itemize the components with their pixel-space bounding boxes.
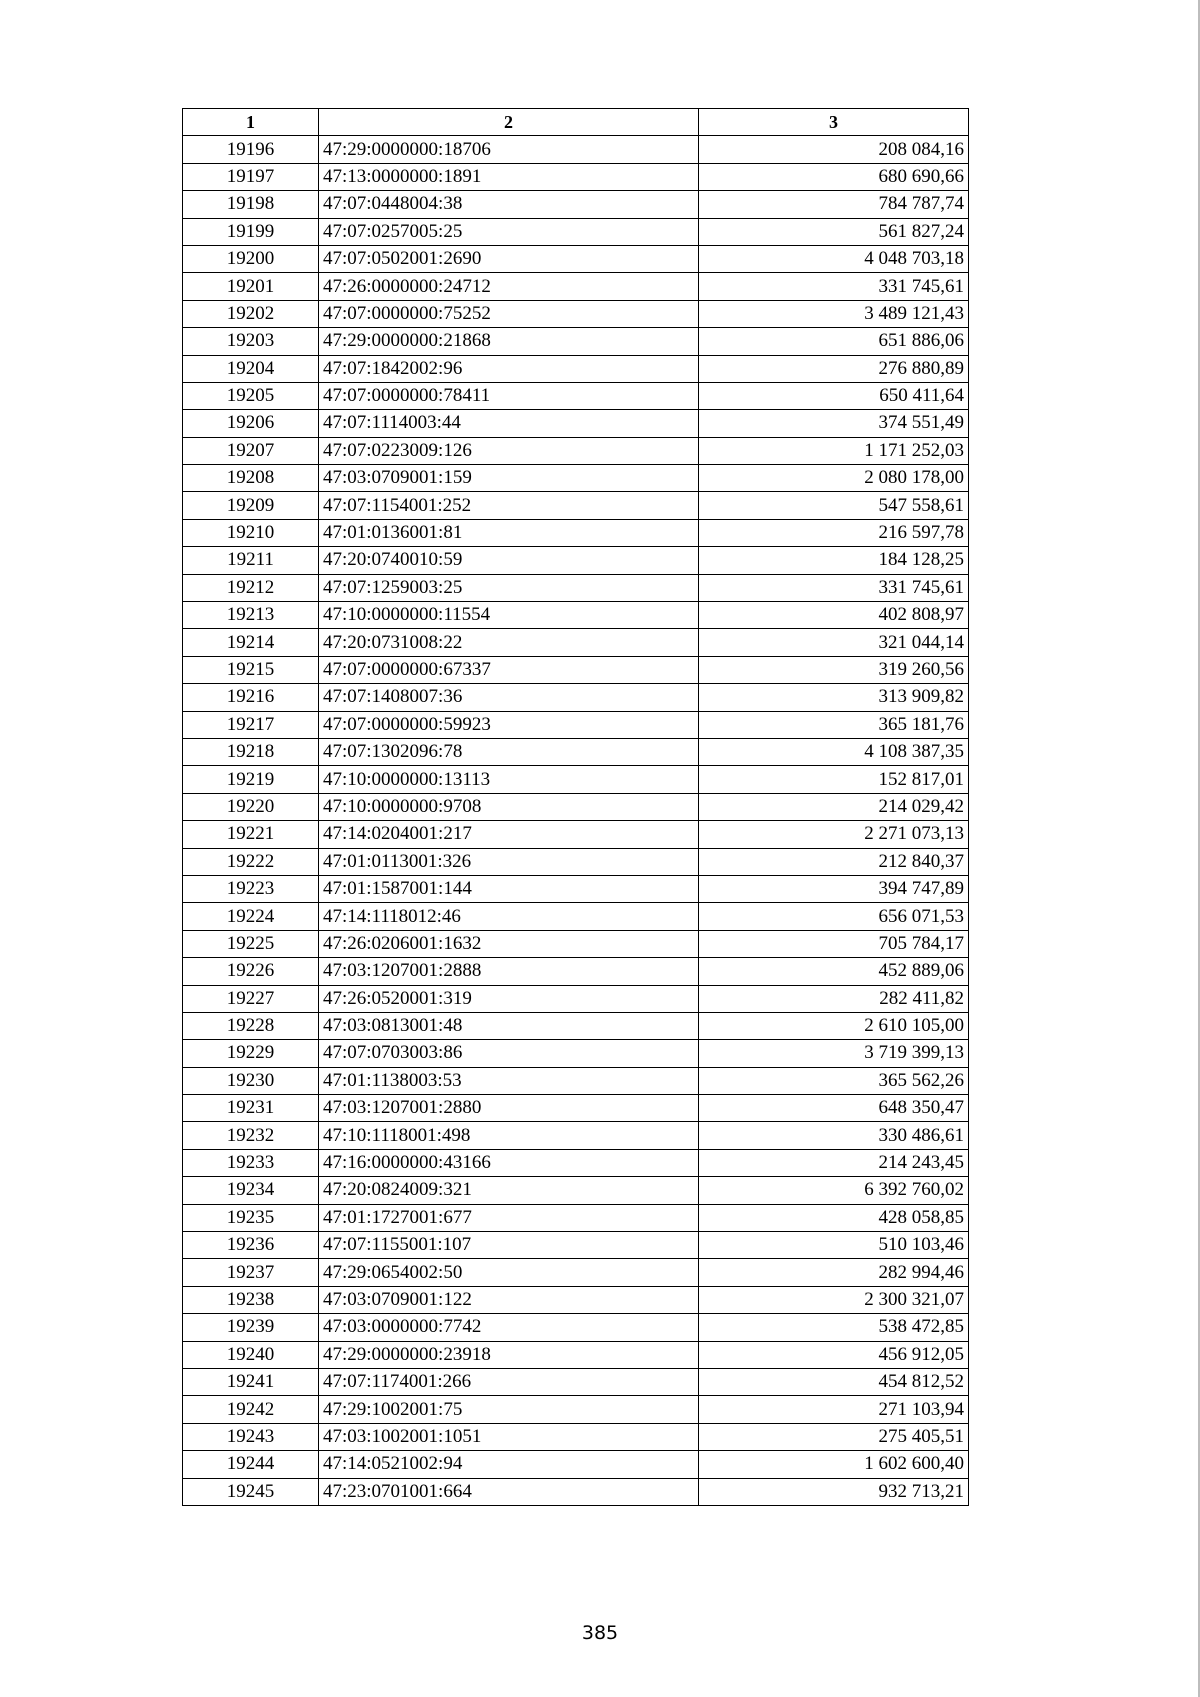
table-row: [183, 437, 969, 464]
data-table: [182, 108, 969, 1506]
table-row: [183, 1396, 969, 1423]
value-cell: 275 405,51: [699, 1423, 969, 1450]
row-number-cell: 19211: [183, 547, 319, 574]
cadastral-number-cell: 47:14:1118012:46: [319, 903, 699, 930]
table-header-row: [183, 109, 969, 136]
cadastral-number-cell: 47:07:1302096:78: [319, 738, 699, 765]
table-row: [183, 1423, 969, 1450]
value-cell: 656 071,53: [699, 903, 969, 930]
table-row: [183, 1232, 969, 1259]
row-number-cell: 19239: [183, 1314, 319, 1341]
table-row: [183, 355, 969, 382]
column-header-2: 2: [319, 109, 699, 136]
row-number-cell: 19205: [183, 382, 319, 409]
table-row: [183, 1149, 969, 1176]
value-cell: 212 840,37: [699, 848, 969, 875]
row-number-cell: 19242: [183, 1396, 319, 1423]
row-number-cell: 19240: [183, 1341, 319, 1368]
value-cell: 2 080 178,00: [699, 465, 969, 492]
cadastral-number-cell: 47:03:1207001:2880: [319, 1095, 699, 1122]
table-row: [183, 1478, 969, 1505]
table-row: [183, 1122, 969, 1149]
row-number-cell: 19204: [183, 355, 319, 382]
value-cell: 271 103,94: [699, 1396, 969, 1423]
value-cell: 216 597,78: [699, 519, 969, 546]
value-cell: 152 817,01: [699, 766, 969, 793]
cadastral-number-cell: 47:10:0000000:13113: [319, 766, 699, 793]
cadastral-number-cell: 47:07:1408007:36: [319, 684, 699, 711]
value-cell: 321 044,14: [699, 629, 969, 656]
cadastral-number-cell: 47:14:0204001:217: [319, 821, 699, 848]
value-cell: 784 787,74: [699, 191, 969, 218]
cadastral-number-cell: 47:07:0000000:75252: [319, 300, 699, 327]
row-number-cell: 19214: [183, 629, 319, 656]
row-number-cell: 19199: [183, 218, 319, 245]
table-row: [183, 1451, 969, 1478]
cadastral-number-cell: 47:13:0000000:1891: [319, 163, 699, 190]
value-cell: 538 472,85: [699, 1314, 969, 1341]
value-cell: 214 243,45: [699, 1149, 969, 1176]
row-number-cell: 19220: [183, 793, 319, 820]
cadastral-number-cell: 47:03:0813001:48: [319, 1012, 699, 1039]
table-row: [183, 1095, 969, 1122]
row-number-cell: 19201: [183, 273, 319, 300]
table-row: [183, 602, 969, 629]
cadastral-number-cell: 47:29:0000000:18706: [319, 136, 699, 163]
row-number-cell: 19226: [183, 958, 319, 985]
value-cell: 394 747,89: [699, 875, 969, 902]
cadastral-number-cell: 47:16:0000000:43166: [319, 1149, 699, 1176]
row-number-cell: 19213: [183, 602, 319, 629]
value-cell: 282 994,46: [699, 1259, 969, 1286]
value-cell: 276 880,89: [699, 355, 969, 382]
table-row: [183, 848, 969, 875]
row-number-cell: 19244: [183, 1451, 319, 1478]
row-number-cell: 19243: [183, 1423, 319, 1450]
cadastral-number-cell: 47:07:0223009:126: [319, 437, 699, 464]
table-row: [183, 1177, 969, 1204]
cadastral-number-cell: 47:07:0000000:67337: [319, 656, 699, 683]
row-number-cell: 19221: [183, 821, 319, 848]
value-cell: 214 029,42: [699, 793, 969, 820]
row-number-cell: 19197: [183, 163, 319, 190]
row-number-cell: 19230: [183, 1067, 319, 1094]
row-number-cell: 19229: [183, 1040, 319, 1067]
value-cell: 365 562,26: [699, 1067, 969, 1094]
table-row: [183, 875, 969, 902]
cadastral-number-cell: 47:29:0000000:21868: [319, 328, 699, 355]
table-row: [183, 684, 969, 711]
value-cell: 282 411,82: [699, 985, 969, 1012]
table-row: [183, 218, 969, 245]
column-header-3: 3: [699, 109, 969, 136]
cadastral-number-cell: 47:03:0000000:7742: [319, 1314, 699, 1341]
cadastral-number-cell: 47:29:0000000:23918: [319, 1341, 699, 1368]
value-cell: 650 411,64: [699, 382, 969, 409]
table-row: [183, 574, 969, 601]
value-cell: 2 610 105,00: [699, 1012, 969, 1039]
cadastral-number-cell: 47:07:0703003:86: [319, 1040, 699, 1067]
cadastral-number-cell: 47:01:1138003:53: [319, 1067, 699, 1094]
row-number-cell: 19219: [183, 766, 319, 793]
cadastral-number-cell: 47:20:0731008:22: [319, 629, 699, 656]
table-row: [183, 1204, 969, 1231]
table-row: [183, 382, 969, 409]
cadastral-number-cell: 47:07:1155001:107: [319, 1232, 699, 1259]
value-cell: 6 392 760,02: [699, 1177, 969, 1204]
cadastral-number-cell: 47:07:1259003:25: [319, 574, 699, 601]
value-cell: 402 808,97: [699, 602, 969, 629]
row-number-cell: 19231: [183, 1095, 319, 1122]
row-number-cell: 19227: [183, 985, 319, 1012]
table-row: [183, 1259, 969, 1286]
value-cell: 2 300 321,07: [699, 1286, 969, 1313]
row-number-cell: 19232: [183, 1122, 319, 1149]
cadastral-number-cell: 47:07:0000000:59923: [319, 711, 699, 738]
table-row: [183, 547, 969, 574]
cadastral-number-cell: 47:07:0502001:2690: [319, 245, 699, 272]
row-number-cell: 19223: [183, 875, 319, 902]
cadastral-number-cell: 47:10:0000000:9708: [319, 793, 699, 820]
row-number-cell: 19245: [183, 1478, 319, 1505]
table-row: [183, 465, 969, 492]
value-cell: 331 745,61: [699, 273, 969, 300]
value-cell: 4 048 703,18: [699, 245, 969, 272]
cadastral-number-cell: 47:07:0448004:38: [319, 191, 699, 218]
table-row: [183, 519, 969, 546]
row-number-cell: 19217: [183, 711, 319, 738]
table-row: [183, 1368, 969, 1395]
row-number-cell: 19237: [183, 1259, 319, 1286]
value-cell: 648 350,47: [699, 1095, 969, 1122]
cadastral-number-cell: 47:10:0000000:11554: [319, 602, 699, 629]
table-row: [183, 300, 969, 327]
row-number-cell: 19207: [183, 437, 319, 464]
row-number-cell: 19208: [183, 465, 319, 492]
row-number-cell: 19236: [183, 1232, 319, 1259]
cadastral-number-cell: 47:07:1154001:252: [319, 492, 699, 519]
cadastral-number-cell: 47:03:0709001:122: [319, 1286, 699, 1313]
value-cell: 330 486,61: [699, 1122, 969, 1149]
row-number-cell: 19212: [183, 574, 319, 601]
table-row: [183, 1067, 969, 1094]
value-cell: 374 551,49: [699, 410, 969, 437]
value-cell: 184 128,25: [699, 547, 969, 574]
cadastral-number-cell: 47:01:1727001:677: [319, 1204, 699, 1231]
row-number-cell: 19238: [183, 1286, 319, 1313]
cadastral-number-cell: 47:14:0521002:94: [319, 1451, 699, 1478]
table-row: [183, 903, 969, 930]
cadastral-number-cell: 47:01:0113001:326: [319, 848, 699, 875]
cadastral-number-cell: 47:26:0206001:1632: [319, 930, 699, 957]
cadastral-number-cell: 47:07:1114003:44: [319, 410, 699, 437]
cadastral-number-cell: 47:20:0824009:321: [319, 1177, 699, 1204]
row-number-cell: 19234: [183, 1177, 319, 1204]
table-row: [183, 245, 969, 272]
table-row: [183, 711, 969, 738]
table-row: [183, 656, 969, 683]
table-row: [183, 629, 969, 656]
cadastral-number-cell: 47:10:1118001:498: [319, 1122, 699, 1149]
value-cell: 313 909,82: [699, 684, 969, 711]
row-number-cell: 19209: [183, 492, 319, 519]
cadastral-number-cell: 47:23:0701001:664: [319, 1478, 699, 1505]
table-row: [183, 766, 969, 793]
row-number-cell: 19241: [183, 1368, 319, 1395]
row-number-cell: 19203: [183, 328, 319, 355]
table-row: [183, 136, 969, 163]
table-row: [183, 191, 969, 218]
cadastral-number-cell: 47:26:0000000:24712: [319, 273, 699, 300]
value-cell: 331 745,61: [699, 574, 969, 601]
table-row: [183, 985, 969, 1012]
row-number-cell: 19222: [183, 848, 319, 875]
cadastral-number-cell: 47:07:1174001:266: [319, 1368, 699, 1395]
value-cell: 319 260,56: [699, 656, 969, 683]
value-cell: 1 171 252,03: [699, 437, 969, 464]
row-number-cell: 19225: [183, 930, 319, 957]
table-row: [183, 821, 969, 848]
value-cell: 651 886,06: [699, 328, 969, 355]
value-cell: 454 812,52: [699, 1368, 969, 1395]
row-number-cell: 19216: [183, 684, 319, 711]
value-cell: 4 108 387,35: [699, 738, 969, 765]
row-number-cell: 19224: [183, 903, 319, 930]
value-cell: 932 713,21: [699, 1478, 969, 1505]
table-row: [183, 410, 969, 437]
cadastral-number-cell: 47:03:1002001:1051: [319, 1423, 699, 1450]
value-cell: 365 181,76: [699, 711, 969, 738]
row-number-cell: 19202: [183, 300, 319, 327]
value-cell: 547 558,61: [699, 492, 969, 519]
cadastral-number-cell: 47:26:0520001:319: [319, 985, 699, 1012]
table-row: [183, 273, 969, 300]
value-cell: 705 784,17: [699, 930, 969, 957]
table-row: [183, 328, 969, 355]
table-row: [183, 492, 969, 519]
row-number-cell: 19233: [183, 1149, 319, 1176]
value-cell: 3 719 399,13: [699, 1040, 969, 1067]
cadastral-number-cell: 47:07:0257005:25: [319, 218, 699, 245]
value-cell: 510 103,46: [699, 1232, 969, 1259]
table-row: [183, 1341, 969, 1368]
row-number-cell: 19200: [183, 245, 319, 272]
row-number-cell: 19196: [183, 136, 319, 163]
value-cell: 3 489 121,43: [699, 300, 969, 327]
table-row: [183, 793, 969, 820]
table-row: [183, 738, 969, 765]
table-row: [183, 1040, 969, 1067]
row-number-cell: 19210: [183, 519, 319, 546]
page-number: 385: [581, 1622, 619, 1644]
cadastral-number-cell: 47:07:1842002:96: [319, 355, 699, 382]
row-number-cell: 19228: [183, 1012, 319, 1039]
cadastral-number-cell: 47:29:0654002:50: [319, 1259, 699, 1286]
value-cell: 428 058,85: [699, 1204, 969, 1231]
table-row: [183, 163, 969, 190]
row-number-cell: 19215: [183, 656, 319, 683]
table-body: [183, 136, 969, 1506]
table-row: [183, 1286, 969, 1313]
row-number-cell: 19218: [183, 738, 319, 765]
value-cell: 2 271 073,13: [699, 821, 969, 848]
table-row: [183, 930, 969, 957]
row-number-cell: 19206: [183, 410, 319, 437]
row-number-cell: 19198: [183, 191, 319, 218]
value-cell: 1 602 600,40: [699, 1451, 969, 1478]
value-cell: 456 912,05: [699, 1341, 969, 1368]
table-row: [183, 1012, 969, 1039]
table-row: [183, 958, 969, 985]
column-header-1: 1: [183, 109, 319, 136]
cadastral-number-cell: 47:03:0709001:159: [319, 465, 699, 492]
cadastral-number-cell: 47:03:1207001:2888: [319, 958, 699, 985]
value-cell: 561 827,24: [699, 218, 969, 245]
cadastral-number-cell: 47:01:1587001:144: [319, 875, 699, 902]
value-cell: 680 690,66: [699, 163, 969, 190]
value-cell: 208 084,16: [699, 136, 969, 163]
cadastral-number-cell: 47:29:1002001:75: [319, 1396, 699, 1423]
table-header: [183, 109, 969, 136]
table-row: [183, 1314, 969, 1341]
cadastral-number-cell: 47:07:0000000:78411: [319, 382, 699, 409]
row-number-cell: 19235: [183, 1204, 319, 1231]
cadastral-number-cell: 47:01:0136001:81: [319, 519, 699, 546]
value-cell: 452 889,06: [699, 958, 969, 985]
cadastral-number-cell: 47:20:0740010:59: [319, 547, 699, 574]
